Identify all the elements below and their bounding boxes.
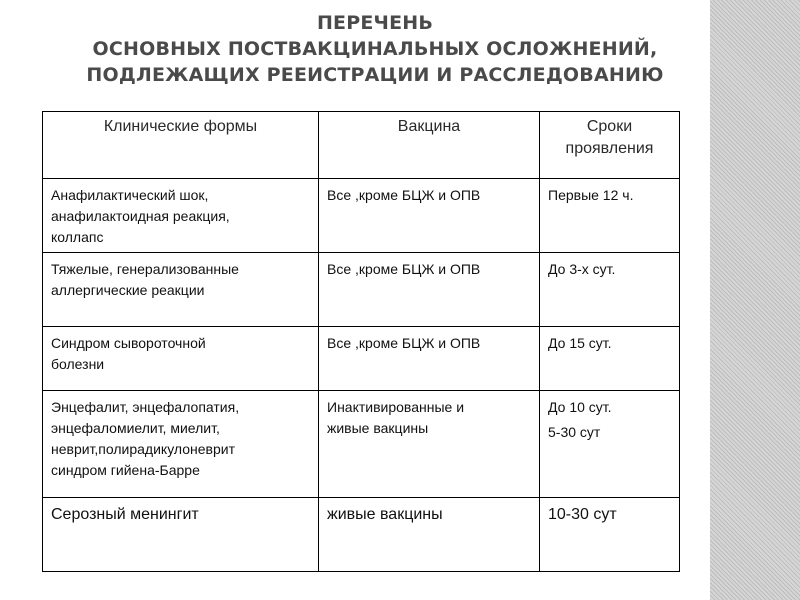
row-2-terms (540, 253, 680, 327)
cell-line: коллапс (51, 229, 104, 245)
row-2-vaccine (319, 253, 540, 327)
header-vaccine: Вакцина (319, 112, 540, 179)
cell-line: энцефаломиелит, миелит, (51, 420, 220, 436)
table-row (43, 498, 680, 572)
cell-line: Все ,кроме БЦЖ и ОПВ (327, 261, 481, 277)
cell-line: До 10 сут. (548, 399, 612, 415)
cell-line: анафилактоидная реакция, (51, 208, 230, 224)
cell-line: Энцефалит, энцефалопатия, (51, 399, 240, 415)
row-4-vaccine (319, 391, 540, 498)
title-line-1: ПЕРЕЧЕНЬ (316, 12, 434, 34)
cell-line: аллергические реакции (51, 282, 205, 298)
row-3-terms (540, 327, 680, 391)
header-terms-line-2: проявления (565, 140, 654, 157)
table-row (43, 179, 680, 253)
cell-line: Все ,кроме БЦЖ и ОПВ (327, 335, 481, 351)
cell-line: Инактивированные и (327, 399, 465, 415)
decorative-side-stripe (710, 0, 800, 600)
row-1-clinical-form (43, 179, 319, 253)
cell-line: болезни (51, 356, 105, 372)
row-5-clinical-form (43, 498, 319, 572)
title-line-2: ОСНОВНЫХ ПОСТВАКЦИНАЛЬНЫХ ОСЛОЖНЕНИЙ, (92, 38, 658, 60)
cell-line: неврит,полирадикулоневрит (51, 441, 235, 457)
cell-line: Синдром сывороточной (51, 335, 206, 351)
cell-line: До 15 сут. (548, 335, 612, 351)
row-1-terms (540, 179, 680, 253)
row-4-terms (540, 391, 680, 498)
complications-table-container (42, 111, 680, 572)
header-terms (540, 112, 680, 179)
row-3-vaccine (319, 327, 540, 391)
row-3-clinical-form (43, 327, 319, 391)
cell-line: Анафилактический шок, (51, 187, 209, 203)
cell-line: Тяжелые, генерализованные (51, 261, 239, 277)
cell-line: синдром гийена-Барре (51, 462, 200, 478)
table-row (43, 253, 680, 327)
cell-line: Первые 12 ч. (548, 187, 634, 203)
title-line-3: ПОДЛЕЖАЩИХ РЕЕИСТРАЦИИ И РАССЛЕДОВАНИЮ (86, 64, 664, 86)
table-row (43, 391, 680, 498)
page-title (40, 10, 710, 88)
row-5-terms (540, 498, 680, 572)
table-header-row (43, 112, 680, 179)
header-terms-line-1: Сроки (586, 118, 633, 135)
cell-line: Серозный менингит (51, 506, 199, 523)
row-4-clinical-form (43, 391, 319, 498)
cell-line: 10-30 сут (548, 506, 617, 523)
cell-line: живые вакцины (327, 420, 429, 436)
complications-table (42, 111, 680, 572)
cell-line: 5-30 сут (548, 424, 601, 440)
row-5-vaccine (319, 498, 540, 572)
cell-line: Все ,кроме БЦЖ и ОПВ (327, 187, 481, 203)
header-clinical-forms: Клинические формы (43, 112, 319, 179)
cell-line: До 3-х сут. (548, 261, 616, 277)
table-row (43, 327, 680, 391)
cell-line: живые вакцины (327, 506, 443, 523)
row-1-vaccine (319, 179, 540, 253)
row-2-clinical-form (43, 253, 319, 327)
